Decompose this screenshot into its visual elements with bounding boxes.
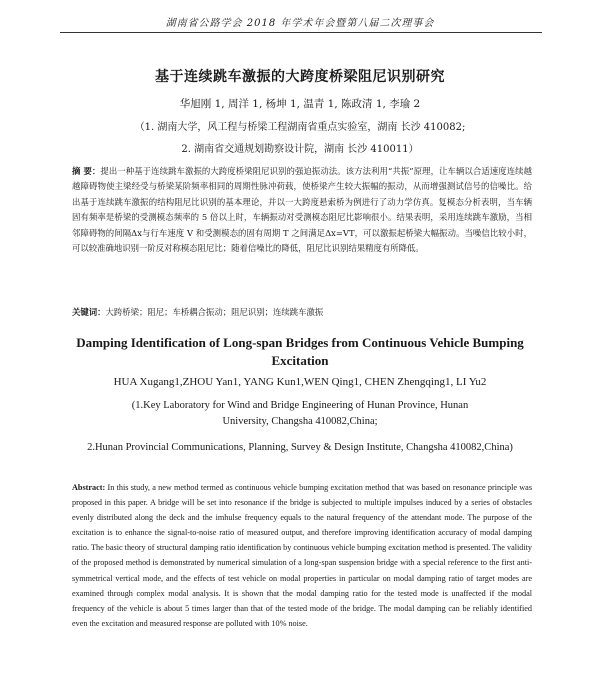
english-authors: HUA Xugang1,ZHOU Yan1, YANG Kun1,WEN Qing1, CHEN Zhengqing1, LI Yu2 [113,376,487,388]
english-abstract [72,480,532,631]
english-title: Damping Identification of Long-span Bridges from Continuous Vehicle Bumping Excitation [76,335,524,368]
english-abstract-label: Abstract: [72,483,106,492]
english-affiliation-1: (1.Key Laboratory for Wind and Bridge Engineering of Hunan Province, Hunan University, Changsha 410082,China; [131,400,469,427]
chinese-affiliation-1: （1. 湖南大学，风工程与桥梁工程湖南省重点实验室，湖南 长沙 410082; [134,122,466,133]
chinese-title: 基于连续跳车激振的大跨度桥梁阻尼识别研究 [155,69,445,85]
chinese-keywords [72,306,532,318]
header-rule [60,32,542,33]
chinese-keywords-label: 关键词： [72,307,106,317]
running-head: 湖南省公路学会 2018 年学术年会暨第八届二次理事会 [165,18,435,29]
chinese-abstract [72,164,532,256]
chinese-abstract-text: 提出一种基于连续跳车激振的大跨度桥梁阻尼识别的强迫振动法。该方法利用“共振”原理，让车辆以合适速度连续越越障碍物使主梁经受与桥梁某阶频率相同的周期性脉冲荷载，使桥梁产生较大振幅的振动，从而增强测试信号的信噪比。给出基于连续跳车激振的结构阻尼比识别的基本理论，并以一大跨度悬索桥为例进行了动力学仿真。复模态分析表明，当车辆固有频率是桥梁的受测模态频率的 5 倍以上时，车辆振动对受测模态阻尼比影响很小。结果表明，采用连续跳车激励，当相邻障碍物的间隔Δx与行车速度 V 和受测模态的固有周期 T 之间满足Δx=VT，可以激振起桥梁大幅振动。当噪信比较小时，可以较准确地识别一阶反对称模态阻尼比；随着信噪比的降低，阻尼比识别结果精度有所降低。 [72,166,533,254]
chinese-keywords-text: 大跨桥梁；阻尼；车桥耦合振动；阻尼识别；连续跳车激振 [105,307,324,317]
chinese-authors: 华旭刚 1, 周洋 1, 杨坤 1, 温青 1, 陈政清 1, 李瑜 2 [179,98,421,110]
english-abstract-text: In this study, a new method termed as continuous vehicle bumping excitation method that was based on resonance principle was proposed in this paper. A bridge will be set into resonance if the bridge is subjected to multiple impulses induced by a series of obstacles evenly distributed along the deck and the imhulse frequency equals to the natural frequency of the attendant mode. The purpose of the excitation is to enhance the signal-to-noise ratio of measured output, and therefore improving identification accuracy of modal damping ratio. The basic theory of structural damping ratio identification by continuous vehicle bumping excitation method is presented. The validity of the proposed method is demonstrated by numerical simulation of a long-span suspension bridge with a special reference to the first anti-symmetrical vertical mode, and the effects of test vehicle on modal properties in particular on modal damping ratio of target modes are examined through complex modal analysis. It is shown that the modal damping ratio for the tested mode is unaffected if the modal frequency of the vehicle is about 5 times larger than that of the tested mode of the bridge. The modal damping can be reliably identified even the excitation and measured response are polluted with 10% noise. [72,483,533,628]
chinese-abstract-label: 摘 要： [72,166,101,176]
chinese-affiliation-2: 2. 湖南省交通规划勘察设计院，湖南 长沙 410011） [181,144,419,155]
english-affiliation-2: 2.Hunan Provincial Communications, Planning, Survey & Design Institute, Changsha 410082,China) [87,442,513,453]
